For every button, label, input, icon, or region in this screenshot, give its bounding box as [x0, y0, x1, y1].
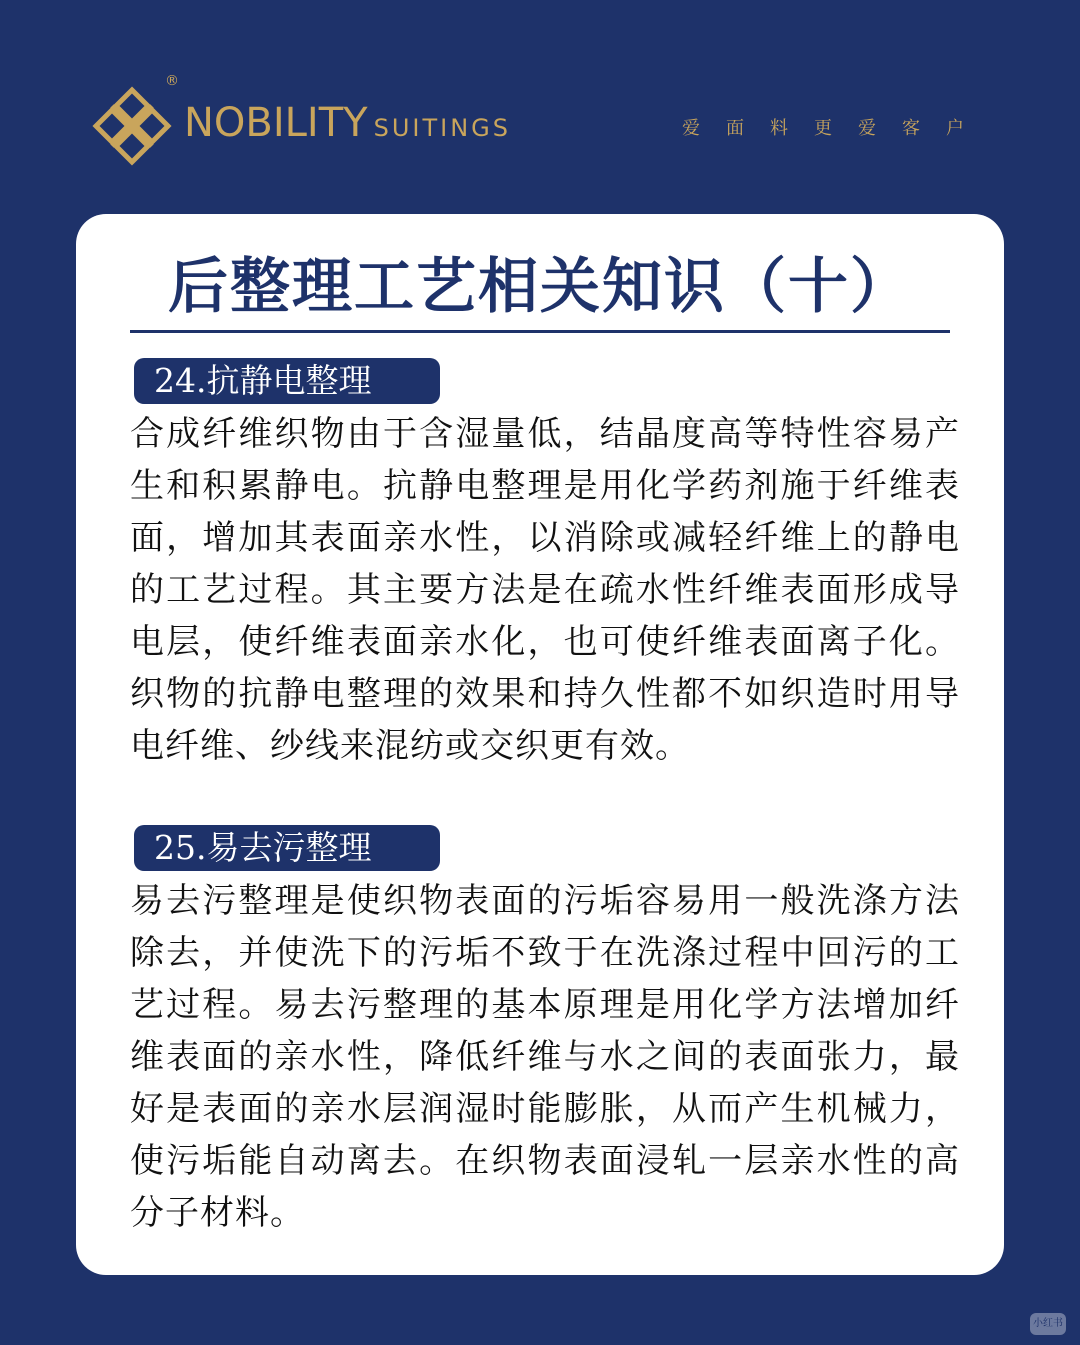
knot-logo-icon — [92, 86, 172, 166]
slogan: 爱面料更爱客户 — [682, 118, 990, 139]
registered-mark: ® — [165, 73, 179, 89]
section-heading-antistatic: 24.抗静电整理 — [134, 358, 440, 404]
page-title: 后整理工艺相关知识（十） — [168, 252, 912, 322]
section-body-soil-release: 易去污整理是使织物表面的污垢容易用一般洗涤方法除去，并使洗下的污垢不致于在洗涤过程中回污的工艺过程。易去污整理的基本原理是用化学方法增加纤维表面的亲水性，降低纤维与水之间的表面张力，最好是表面的亲水层润湿时能膨胀，从而产生机械力，使污垢能自动离去。在织物表面浸轧一层亲水性的高分子材料。 — [130, 881, 960, 1233]
brand-subname: SUITINGS — [373, 114, 511, 142]
content-card — [76, 214, 1004, 1275]
header — [0, 0, 1080, 210]
section-body-antistatic: 合成纤维织物由于含湿量低，结晶度高等特性容易产生和积累静电。抗静电整理是用化学药剂施于纤维表面，增加其表面亲水性，以消除或减轻纤维上的静电的工艺过程。其主要方法是在疏水性纤维表面形成导电层，使纤维表面亲水化，也可使纤维表面离子化。织物的抗静电整理的效果和持久性都不如织造时用导电纤维、纱线来混纺或交织更有效。 — [130, 414, 960, 766]
section-heading-soil-release: 25.易去污整理 — [134, 825, 440, 871]
brand-wordmark — [184, 100, 511, 146]
title-divider — [130, 330, 950, 333]
watermark-badge: 小红书 — [1030, 1313, 1066, 1335]
brand-name: NOBILITY — [184, 100, 368, 146]
